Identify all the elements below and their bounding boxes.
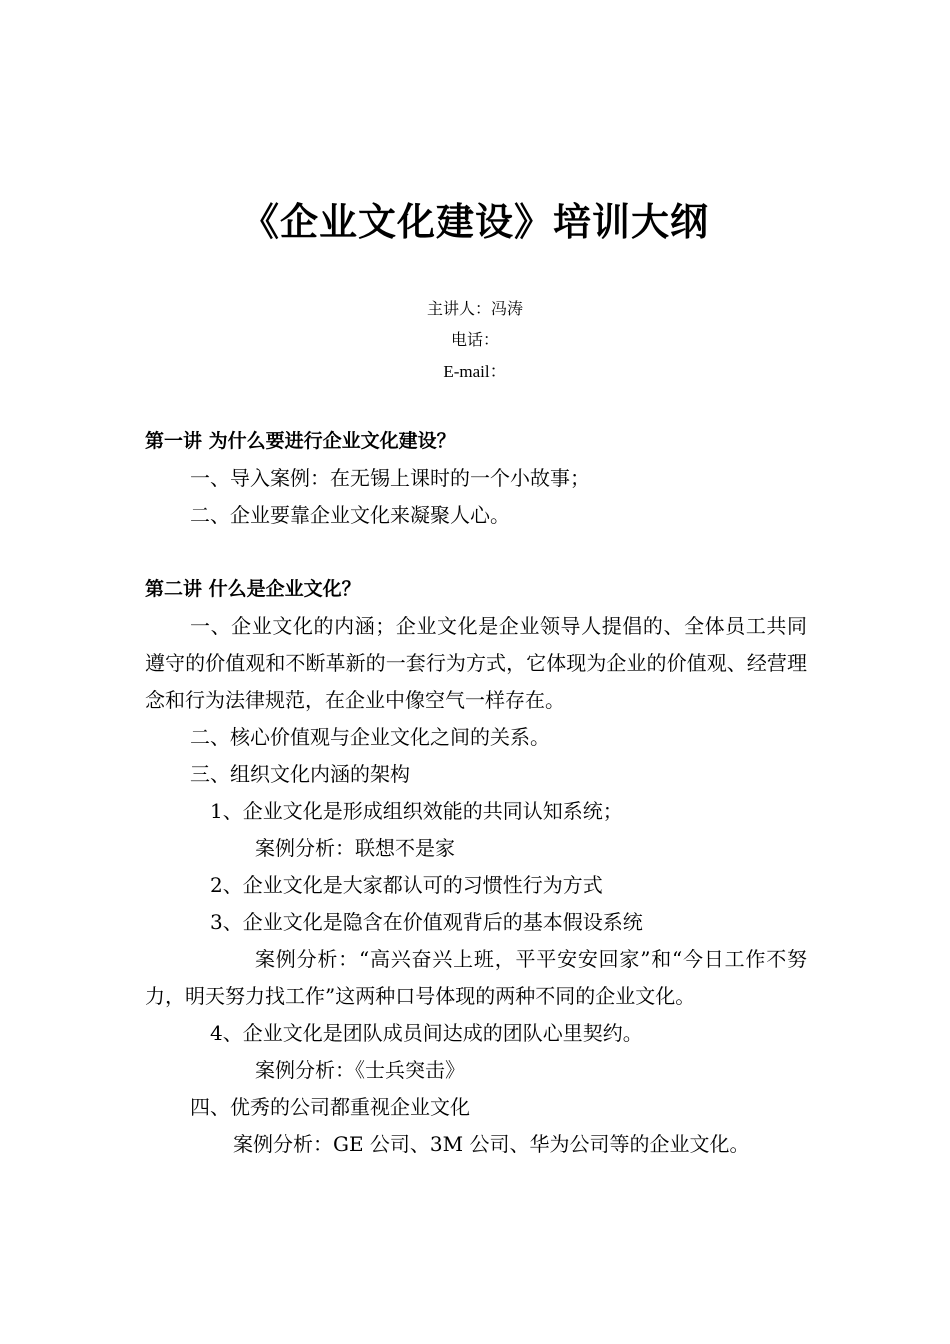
lecture-1-item-1: 一、导入案例：在无锡上课时的一个小故事； (190, 466, 590, 490)
lecture-2-item-4: 四、优秀的公司都重视企业文化 (190, 1095, 470, 1119)
lecture-2-case-1: 案例分析：联想不是家 (255, 836, 455, 860)
lecture-2-case-3: 案例分析：“高兴奋兴上班，平平安安回家”和“今日工作不努力，明天努力找工作”这两种口号体现的两种不同的企业文化。 (145, 947, 807, 1008)
lecture-1-section (145, 423, 807, 534)
lecture-2-sub-4: 4、企业文化是团队成员间达成的团队心里契约。 (210, 1021, 643, 1045)
lecture-2-sub-2: 2、企业文化是大家都认可的习惯性行为方式 (210, 873, 603, 897)
lecture-2-sub-1: 1、企业文化是形成组织效能的共同认知系统； (210, 799, 623, 823)
lecture-2-heading: 第二讲 什么是企业文化？ (145, 578, 361, 600)
lecture-2-paragraph-1: 一、企业文化的内涵；企业文化是企业领导人提倡的、全体员工共同遵守的价值观和不断革新的一套行为方式，它体现为企业的价值观、经营理念和行为法律规范，在企业中像空气一样存在。 (145, 614, 807, 712)
document-title: 《企业文化建设》培训大纲 (240, 200, 709, 244)
speaker-line: 主讲人：冯涛 (426, 299, 523, 318)
email-line: E-mail： (443, 362, 507, 381)
lecture-2-sub-3: 3、企业文化是隐含在价值观背后的基本假设系统 (210, 910, 643, 934)
lecture-1-item-2: 二、企业要靠企业文化来凝聚人心。 (190, 503, 510, 527)
lecture-2-case-5: 案例分析：GE 公司、3M 公司、华为公司等的企业文化。 (233, 1132, 750, 1156)
lecture-1-heading: 第一讲 为什么要进行企业文化建设？ (145, 430, 456, 452)
lecture-2-section (145, 571, 807, 1163)
lecture-2-item-3: 三、组织文化内涵的架构 (190, 762, 410, 786)
phone-line: 电话： (450, 330, 499, 349)
lecture-2-case-4: 案例分析：《士兵突击》 (255, 1058, 465, 1082)
lecture-2-item-2: 二、核心价值观与企业文化之间的关系。 (190, 725, 550, 749)
